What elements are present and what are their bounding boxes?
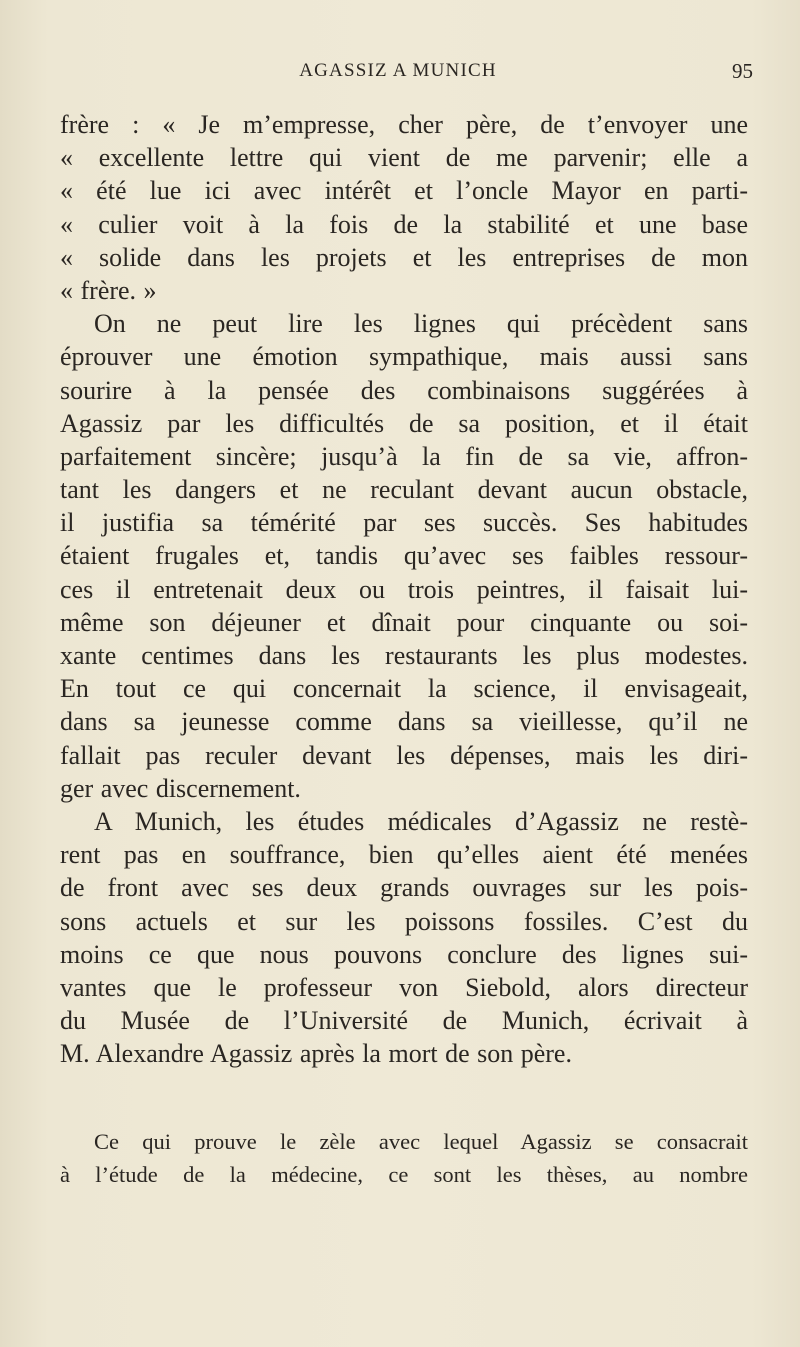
text-line: il justifia sa témérité par ses succès. Ses habitudes (60, 508, 748, 538)
text-line: sons actuels et sur les poissons fossiles. C’est du (60, 906, 748, 936)
text-line: parfaitement sincère; jusqu’à la fin de sa vie, affron- (60, 441, 748, 471)
text-line: « solide dans les projets et les entreprises de mon (60, 242, 748, 272)
text-line: rent pas en souffrance, bien qu’elles aient été menées (60, 840, 748, 870)
text-line: ger avec discernement. (60, 773, 301, 803)
text-line: tant les dangers et ne reculant devant aucun obstacle, (60, 475, 748, 505)
text-line: du Musée de l’Université de Munich, écrivait à (60, 1006, 748, 1036)
paragraph-start-line: A Munich, les études médicales d’Agassiz ne restè- (94, 806, 748, 836)
text-line: même son déjeuner et dînait pour cinquante ou soi- (60, 607, 748, 637)
text-line: sourire à la pensée des combinaisons suggérées à (60, 375, 748, 405)
text-line: étaient frugales et, tandis qu’avec ses faibles ressour- (60, 541, 748, 571)
text-line: « été lue ici avec intérêt et l’oncle Mayor en parti- (60, 176, 748, 206)
text-line: « excellente lettre qui vient de me parvenir; elle a (60, 143, 748, 173)
text-line: En tout ce qui concernait la science, il envisageait, (60, 674, 748, 704)
page-number: 95 (732, 59, 753, 83)
paragraph-start-line: On ne peut lire les lignes qui précèdent sans (94, 309, 748, 339)
text-line: dans sa jeunesse comme dans sa vieillesse, qu’il ne (60, 707, 748, 737)
text-line: frère : « Je m’empresse, cher père, de t’envoyer une (60, 110, 748, 139)
text-line: fallait pas reculer devant les dépenses, mais les diri- (60, 740, 748, 770)
text-line: éprouver une émotion sympathique, mais aussi sans (60, 342, 748, 372)
text-line: de front avec ses deux grands ouvrages sur les pois- (60, 873, 748, 903)
text-line: « frère. » (60, 275, 157, 305)
main-text (60, 108, 748, 1070)
running-title: AGASSIZ A MUNICH (299, 60, 497, 81)
text-line: « culier voit à la fois de la stabilité et une base (60, 209, 748, 239)
text-line: Agassiz par les difficultés de sa position, et il était (60, 408, 748, 438)
footnote (60, 1125, 748, 1191)
text-line: M. Alexandre Agassiz après la mort de son père. (60, 1039, 572, 1069)
text-line: vantes que le professeur von Siebold, alors directeur (60, 972, 748, 1002)
page-header (0, 56, 800, 86)
text-line: xante centimes dans les restaurants les plus modestes. (60, 641, 748, 670)
text-line: moins ce que nous pouvons conclure des lignes sui- (60, 939, 748, 969)
footnote-line: à l’étude de la médecine, ce sont les thèses, au nombre (60, 1162, 748, 1187)
footnote-line: Ce qui prouve le zèle avec lequel Agassiz se consacrait (94, 1129, 748, 1154)
text-line: ces il entretenait deux ou trois peintres, il faisait lui- (60, 574, 748, 604)
